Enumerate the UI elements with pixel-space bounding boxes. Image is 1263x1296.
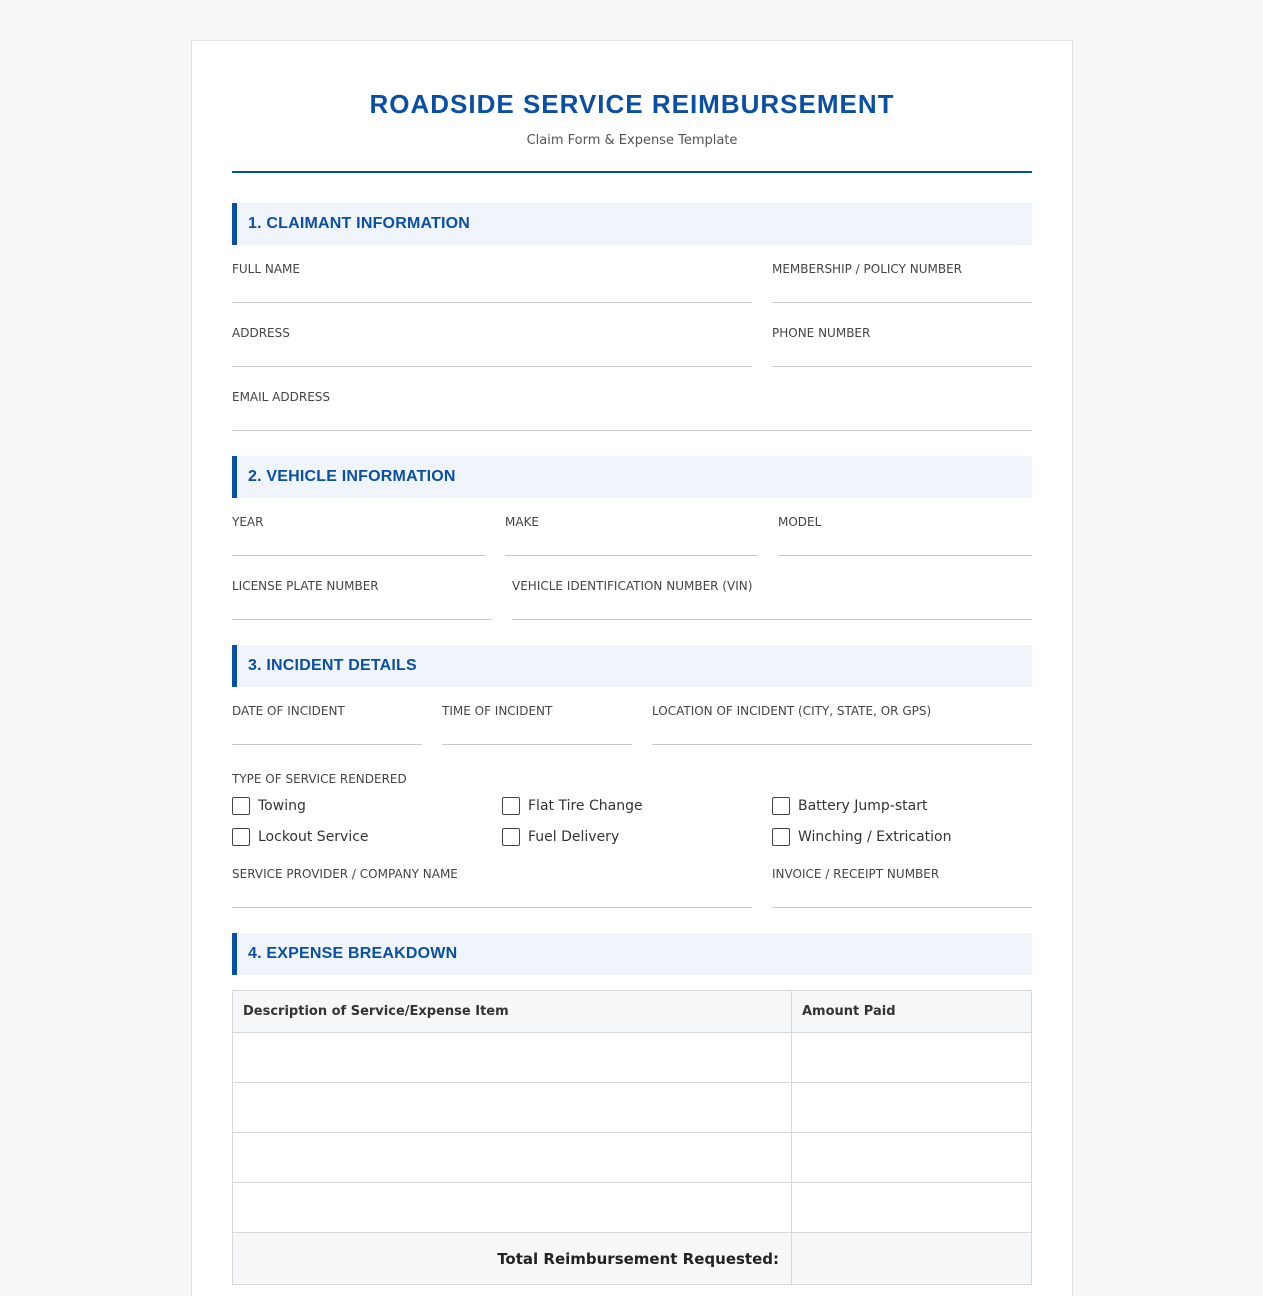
date-field[interactable] (232, 704, 422, 745)
checkbox-label: Winching / Extrication (798, 829, 952, 845)
table-header-row (233, 991, 1032, 1033)
form-subtitle: Claim Form & Expense Template (526, 133, 738, 148)
model-field[interactable] (778, 515, 1032, 556)
checkbox-label: Towing (258, 798, 306, 814)
invoice-label: INVOICE / RECEIPT NUMBER (772, 867, 940, 881)
year-label: YEAR (232, 515, 264, 529)
vin-label: VEHICLE IDENTIFICATION NUMBER (VIN) (512, 579, 753, 593)
description-cell[interactable] (233, 1133, 792, 1183)
service-type-label: TYPE OF SERVICE RENDERED (232, 772, 407, 786)
address-field[interactable] (232, 326, 752, 367)
total-amount-cell[interactable] (792, 1233, 1032, 1285)
description-cell[interactable] (233, 1033, 792, 1083)
address-line[interactable] (232, 366, 752, 367)
service-option-battery[interactable] (772, 797, 1032, 815)
time-field[interactable] (442, 704, 632, 745)
table-row (233, 1083, 1032, 1133)
claimant-row-1 (232, 262, 1032, 303)
checkbox[interactable] (502, 828, 520, 846)
location-field[interactable] (652, 704, 1032, 745)
phone-label: PHONE NUMBER (772, 326, 871, 340)
amount-cell[interactable] (792, 1083, 1032, 1133)
amount-cell[interactable] (792, 1133, 1032, 1183)
location-label: LOCATION OF INCIDENT (CITY, STATE, OR GPS) (652, 704, 932, 718)
date-line[interactable] (232, 744, 422, 745)
header-divider (232, 171, 1032, 173)
phone-field[interactable] (772, 326, 1032, 367)
time-line[interactable] (442, 744, 632, 745)
service-option-fuel[interactable] (502, 828, 772, 846)
table-row (233, 1133, 1032, 1183)
full-name-line[interactable] (232, 302, 752, 303)
table-row (233, 1033, 1032, 1083)
checkbox-label: Flat Tire Change (528, 798, 643, 814)
expense-table (232, 990, 1032, 1285)
checkbox[interactable] (772, 828, 790, 846)
description-cell[interactable] (233, 1183, 792, 1233)
description-column-header: Description of Service/Expense Item (233, 991, 792, 1033)
checkbox[interactable] (232, 797, 250, 815)
email-line[interactable] (232, 430, 1032, 431)
description-cell[interactable] (233, 1083, 792, 1133)
plate-field[interactable] (232, 579, 492, 620)
service-checkboxes (232, 797, 1032, 846)
email-label: EMAIL ADDRESS (232, 390, 331, 404)
provider-field[interactable] (232, 867, 752, 908)
vin-line[interactable] (512, 619, 1032, 620)
form-header (232, 41, 1032, 173)
membership-line[interactable] (772, 302, 1032, 303)
section-vehicle-heading: 2. VEHICLE INFORMATION (232, 456, 1032, 498)
invoice-line[interactable] (772, 907, 1032, 908)
claim-form-page (191, 40, 1073, 1296)
section-incident-heading: 3. INCIDENT DETAILS (232, 645, 1032, 687)
plate-label: LICENSE PLATE NUMBER (232, 579, 379, 593)
claimant-row-3 (232, 390, 1032, 431)
incident-row-3 (232, 867, 1032, 908)
location-line[interactable] (652, 744, 1032, 745)
plate-line[interactable] (232, 619, 492, 620)
form-title: ROADSIDE SERVICE REIMBURSEMENT (369, 89, 895, 119)
checkbox[interactable] (502, 797, 520, 815)
full-name-field[interactable] (232, 262, 752, 303)
make-field[interactable] (505, 515, 758, 556)
make-label: MAKE (505, 515, 540, 529)
provider-line[interactable] (232, 907, 752, 908)
incident-row-1 (232, 704, 1032, 745)
table-row (233, 1183, 1032, 1233)
section-claimant-heading: 1. CLAIMANT INFORMATION (232, 203, 1032, 245)
service-option-winching[interactable] (772, 828, 1032, 846)
section-expense-heading: 4. EXPENSE BREAKDOWN (232, 933, 1032, 975)
service-type-group (232, 768, 1032, 846)
amount-cell[interactable] (792, 1033, 1032, 1083)
checkbox[interactable] (772, 797, 790, 815)
year-line[interactable] (232, 555, 485, 556)
phone-line[interactable] (772, 366, 1032, 367)
total-row (233, 1233, 1032, 1285)
full-name-label: FULL NAME (232, 262, 300, 276)
checkbox-label: Lockout Service (258, 829, 369, 845)
amount-cell[interactable] (792, 1183, 1032, 1233)
model-label: MODEL (778, 515, 822, 529)
vehicle-row-1 (232, 515, 1032, 556)
address-label: ADDRESS (232, 326, 290, 340)
amount-column-header: Amount Paid (792, 991, 1032, 1033)
membership-field[interactable] (772, 262, 1032, 303)
service-option-lockout[interactable] (232, 828, 502, 846)
claimant-row-2 (232, 326, 1032, 367)
invoice-field[interactable] (772, 867, 1032, 908)
checkbox-label: Battery Jump-start (798, 798, 928, 814)
year-field[interactable] (232, 515, 485, 556)
vehicle-row-2 (232, 579, 1032, 620)
make-line[interactable] (505, 555, 758, 556)
model-line[interactable] (778, 555, 1032, 556)
checkbox[interactable] (232, 828, 250, 846)
checkbox-label: Fuel Delivery (528, 829, 620, 845)
total-label: Total Reimbursement Requested: (233, 1233, 792, 1285)
email-field[interactable] (232, 390, 1032, 431)
service-option-towing[interactable] (232, 797, 502, 815)
membership-label: MEMBERSHIP / POLICY NUMBER (772, 262, 963, 276)
provider-label: SERVICE PROVIDER / COMPANY NAME (232, 867, 458, 881)
vin-field[interactable] (512, 579, 1032, 620)
date-label: DATE OF INCIDENT (232, 704, 345, 718)
time-label: TIME OF INCIDENT (442, 704, 553, 718)
service-option-flat-tire[interactable] (502, 797, 772, 815)
